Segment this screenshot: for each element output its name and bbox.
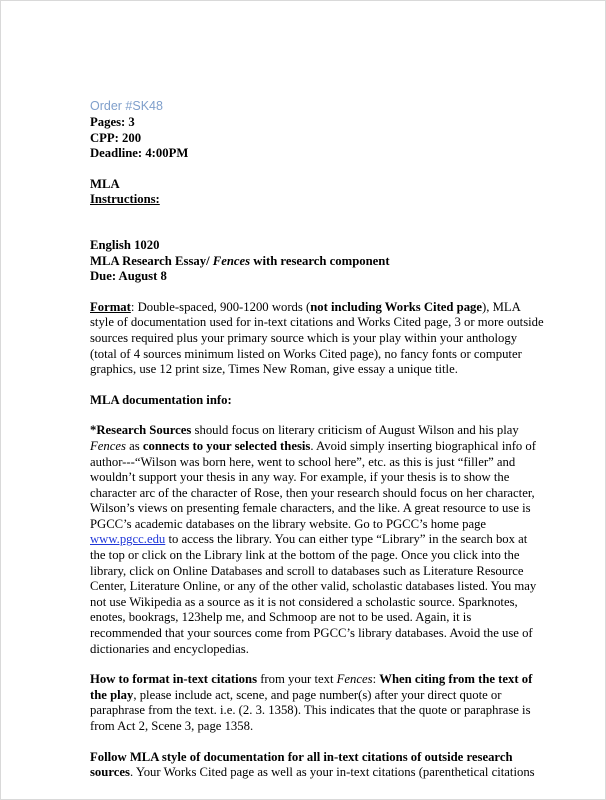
follow-paragraph: Follow MLA style of documentation for all in-text citations of outside research sources. Your Works Cited page as well as your in-text citations (parenthetical citations bbox=[90, 749, 535, 780]
pgcc-link[interactable]: www.pgcc.edu bbox=[90, 532, 166, 547]
cpp-line: CPP: 200 bbox=[90, 130, 142, 145]
pages-line: Pages: 3 bbox=[90, 115, 135, 129]
mla-label: MLA bbox=[90, 176, 120, 191]
course-name: English 1020 bbox=[90, 237, 160, 252]
instructions-heading: Instructions: bbox=[90, 192, 160, 207]
format-paragraph: Format: Double-spaced, 900-1200 words (not including Works Cited page), MLA style of documentation used for in-text citations and Works Cited page, 3 or more outside sources required plus your primary source which is your play within your anthology (total of 4 sources minimum listed on Works Cited page), no fancy fonts or computer graphics, use 12 print size, Times New Roman, give essay a unique title. bbox=[90, 299, 544, 377]
mla-info-heading: MLA documentation info: bbox=[90, 392, 232, 407]
order-number: Order #SK48 bbox=[90, 99, 163, 113]
essay-title: MLA Research Essay/ Fences with research component bbox=[90, 253, 390, 268]
intext-paragraph: How to format in-text citations from your text Fences: When citing from the text of the play, please include act, scene, and page number(s) after your direct quote or paraphrase from the text. i.e. (2. 3. 1358). This indicates that the quote or paraphrase is from Act 2, Scene 3, page 1358. bbox=[90, 672, 533, 733]
due-date: Due: August 8 bbox=[90, 269, 167, 284]
format-label: Format bbox=[90, 299, 131, 314]
research-paragraph: *Research Sources should focus on literary criticism of August Wilson and his play Fences as connects to your selected thesis. Avoid simply inserting biographical info of author---“Wilson was born here, went to school here”, etc. as this is just “filler” and wouldn’t support your thesis in any way. For example, if your thesis is to show the character arc of the character of Rose, then your research should focus on her character, Wilson’s views on presenting female characters, and the like. A great resource to use is PGCC’s academic databases on the library website. Go to PGCC’s home page www.pgcc.edu to access the library. You can either type “Library” in the search box at the top or click on the Library link at the bottom of the page. Once you click into the library, click on Online Databases and scroll to databases such as Literature Resource Center, Literature Online, or any of the other valid, scholastic databases listed. You may not use Wikipedia as a source as it is not considered a scholastic source. Sparknotes, enotes, bookrags, 123help me, and Schmoop are not to be used. Again, it is recommended that your sources come from PGCC’s library databases. Avoid the use of dictionaries and encyclopedias. bbox=[90, 423, 537, 656]
deadline-line: Deadline: 4:00PM bbox=[90, 146, 189, 161]
document-body bbox=[90, 98, 544, 781]
